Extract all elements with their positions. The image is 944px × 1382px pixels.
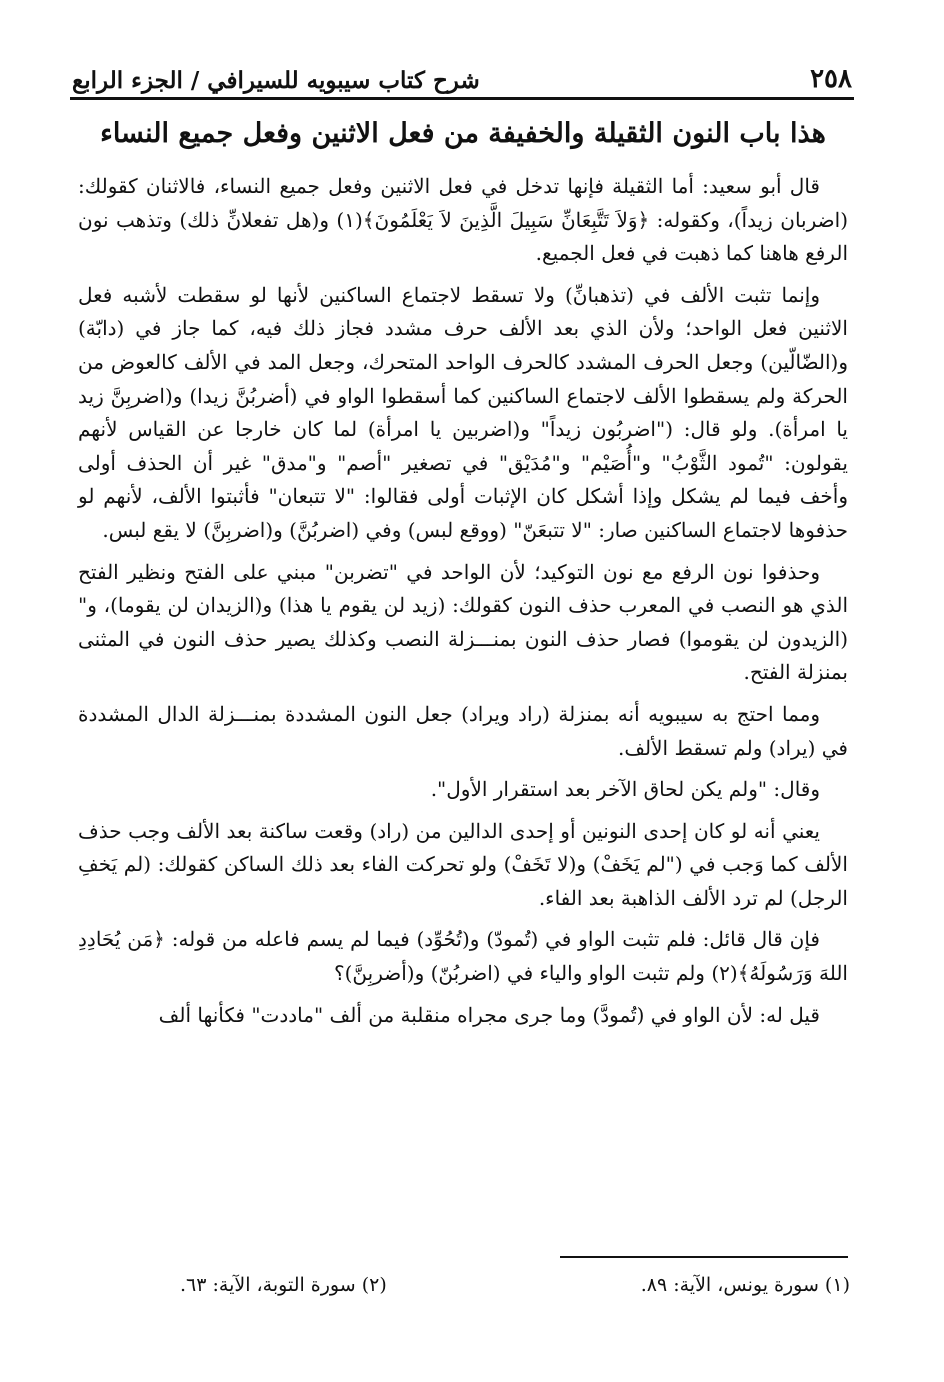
footnote-2: (٢) سورة التوبة، الآية: ٦٣. bbox=[180, 1274, 387, 1296]
page-number: ٢٥٨ bbox=[810, 64, 852, 94]
page-header bbox=[72, 50, 852, 94]
running-title: شرح كتاب سيبويه للسيرافي / الجزء الرابع bbox=[72, 67, 480, 94]
paragraph-4: ومما احتج به سيبويه أنه بمنزلة (راد ويراد) جعل النون المشددة بمنـــزلة الدال المشددة في (يراد) ولم تسقط الألف. bbox=[78, 701, 848, 760]
main-text bbox=[78, 170, 848, 1040]
paragraph-3: وحذفوا نون الرفع مع نون التوكيد؛ لأن الواحد في "تضربن" مبني على الفتح ونظير الفتح الذي هو النصب في المعرب حذف النون كقولك: (زيد لن يقوم يا هذا) و(الزيدان لن يقوما)، و"(الزيدون لن يقوموا) فصار حذف النون بمنـــزلة النصب وكذلك يصير حذف النون في المثنى بمنزلة الفتح. bbox=[78, 559, 848, 685]
paragraph-2: وإنما تثبت الألف في (تذهبانِّ) ولا تسقط لاجتماع الساكنين لأنها لو سقطت لأشبه فعل الاثنين فعل الواحد؛ ولأن الذي بعد الألف حرف مشدد فجاز ذلك فيه، كما جاز في (دابّة) و(الضّالّين) وجعل الحرف المشدد كالحرف الواحد المتحرك، وجعل المد في الألف كالعوض من الحركة ولم يسقطوا الألف لاجتماع الساكنين كما أسقطوا الواو في (أضربُنَّ زيدا) و(اضربِنَّ زيد يا امرأة). ولو قال: ("اضربُون زيداً" و(اضربين يا امرأة) لما كان خارجا عن القياس لأنهم يقولون: "تُمود الثَّوْبُ" و"أُصَيْم" و"مُدَيْق" في تصغير "أصم" و"مدق" غير أن الحذف أولى وأخف فيما لم يشكل وإذا أشكل كان الإثبات أولى فقالوا: "لا تتبعان" فأثبتوا الألف، لأنهم لو حذفوها لاجتماع الساكنين صار: "لا تتبعَنّ" (ووقع لبس) وفي (اضربُنَّ) و(اضربِنَّ) لا يقع لبس. bbox=[78, 282, 848, 542]
footnotes bbox=[180, 1274, 850, 1296]
footnote-1: (١) سورة يونس، الآية: ٨٩. bbox=[640, 1274, 850, 1296]
header-divider bbox=[70, 97, 854, 100]
chapter-title: هذا باب النون الثقيلة والخفيفة من فعل الاثنين وفعل جميع النساء bbox=[100, 118, 826, 149]
paragraph-6: يعني أنه لو كان إحدى النونين أو إحدى الدالين من (راد) وقعت ساكنة بعد الألف وجب حذف الألف كما وَجب في ("لم يَخَفْ) و(لا تَخَفْ) ولو تحركت الفاء بعد ذلك الساكن كقولك: (لم يَخفِ الرجل) لم ترد الألف الذاهبة بعد الفاء. bbox=[78, 818, 848, 910]
paragraph-5: وقال: "ولم يكن لحاق الآخر بعد استقرار الأول". bbox=[430, 777, 820, 802]
paragraph-8: قيل له: لأن الواو في (تُمودَّ) وما جرى مجراه منقلبة من ألف "ماددت" فكأنها ألف bbox=[158, 1002, 820, 1027]
paragraph-7: فإن قال قائل: فلم تثبت الواو في (تُمودّ) و(تُحُوِّد) فيما لم يسم فاعله من قوله: ﴿مَن يُحَادِدِ اللهَ وَرَسُولَهُ﴾(٢) ولم تثبت الواو والياء في (اضربُنّ) و(أضربِنَّ)؟ bbox=[78, 927, 848, 986]
paragraph-1: قال أبو سعيد: أما الثقيلة فإنها تدخل في فعل الاثنين وفعل جميع النساء، فالاثنان كقولك: (اضربان زيداً)، وكقوله: ﴿وَلاَ تَتَّبِعَانِّ سَبِيلَ الَّذِينَ لاَ يَعْلَمُونَ﴾(١) و(هل تفعلانِّ ذلك) وتذهب نون الرفع هاهنا كما ذهبت في فعل الجميع. bbox=[78, 174, 848, 266]
footnote-divider bbox=[560, 1256, 848, 1258]
